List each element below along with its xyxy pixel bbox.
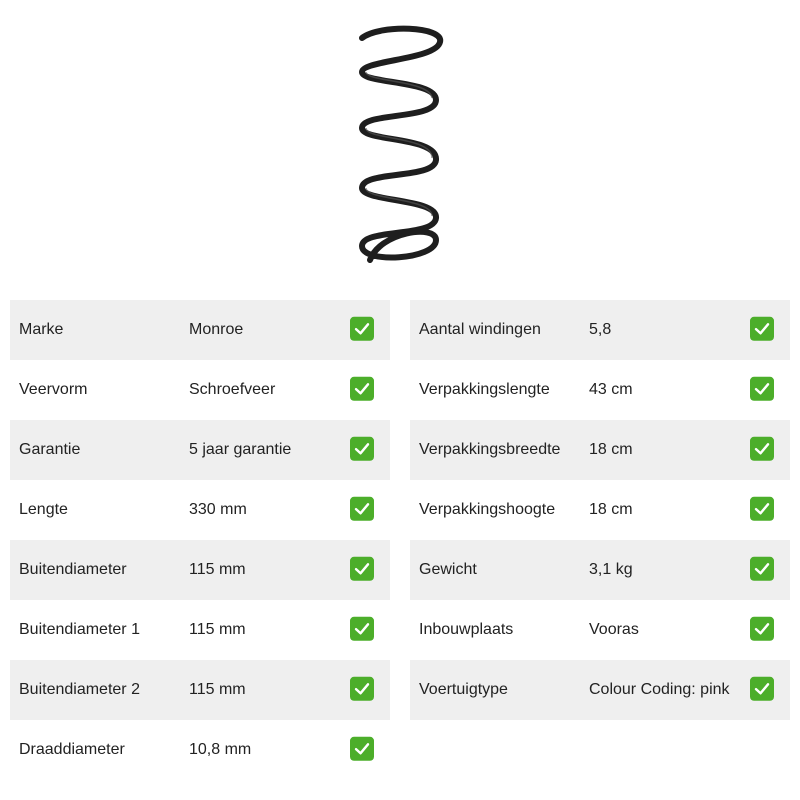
- spec-label: Verpakkingshoogte: [419, 501, 556, 518]
- spec-table-left: [10, 300, 390, 780]
- spec-label: Aantal windingen: [419, 321, 541, 338]
- check-mark-icon: [350, 737, 374, 761]
- spec-value: 5,8: [589, 321, 612, 338]
- check-mark-icon: [750, 377, 774, 401]
- check-mark-icon: [350, 677, 374, 701]
- spec-row: [10, 720, 390, 780]
- check-mark-icon: [350, 557, 374, 581]
- check-mark-icon: [750, 677, 774, 701]
- spec-label: Veervorm: [19, 381, 88, 398]
- spec-value: 3,1 kg: [589, 561, 633, 578]
- spec-row: [10, 420, 390, 480]
- spec-row: [10, 300, 390, 360]
- spec-row: [410, 420, 790, 480]
- spec-value: 10,8 mm: [189, 741, 252, 758]
- spec-value: Vooras: [589, 621, 639, 638]
- spec-value: 115 mm: [189, 681, 246, 698]
- spec-label: Buitendiameter 1: [19, 621, 140, 638]
- spec-row: [10, 600, 390, 660]
- check-mark-icon: [750, 617, 774, 641]
- check-mark-icon: [350, 317, 374, 341]
- spec-row: [410, 600, 790, 660]
- check-mark-icon: [750, 317, 774, 341]
- spec-row: [410, 360, 790, 420]
- check-mark-icon: [750, 497, 774, 521]
- spec-row: [410, 540, 790, 600]
- spec-label: Draaddiameter: [19, 741, 125, 758]
- check-mark-icon: [350, 437, 374, 461]
- spec-value: 115 mm: [189, 561, 246, 578]
- check-mark-icon: [350, 617, 374, 641]
- spec-label: Garantie: [19, 441, 81, 458]
- spec-value: Schroefveer: [189, 381, 276, 398]
- spec-value: Monroe: [189, 321, 244, 338]
- spec-row: [410, 300, 790, 360]
- coil-spring-image: [340, 20, 460, 278]
- spec-row: [10, 540, 390, 600]
- check-mark-icon: [750, 557, 774, 581]
- spec-value: 330 mm: [189, 501, 247, 518]
- check-mark-icon: [750, 437, 774, 461]
- spec-label: Lengte: [19, 501, 68, 518]
- spec-table-right: [410, 300, 790, 720]
- spec-row: [410, 660, 790, 720]
- spec-value: 115 mm: [189, 621, 246, 638]
- spec-value: 18 cm: [589, 441, 633, 458]
- spec-row: [10, 480, 390, 540]
- spec-label: Buitendiameter 2: [19, 681, 140, 698]
- spec-row: [410, 480, 790, 540]
- spec-label: Gewicht: [419, 561, 477, 578]
- spec-label: Buitendiameter: [19, 561, 127, 578]
- spec-label: Verpakkingsbreedte: [419, 441, 561, 458]
- spec-value: 18 cm: [589, 501, 633, 518]
- spec-row: [10, 360, 390, 420]
- spec-label: Voertuigtype: [419, 681, 508, 698]
- spec-label: Inbouwplaats: [419, 621, 514, 638]
- spec-value: 43 cm: [589, 381, 633, 398]
- spec-value: 5 jaar garantie: [189, 441, 292, 458]
- spec-label: Verpakkingslengte: [419, 381, 550, 398]
- spec-label: Marke: [19, 321, 64, 338]
- spec-value: Colour Coding: pink: [589, 681, 730, 698]
- check-mark-icon: [350, 377, 374, 401]
- spec-row: [10, 660, 390, 720]
- check-mark-icon: [350, 497, 374, 521]
